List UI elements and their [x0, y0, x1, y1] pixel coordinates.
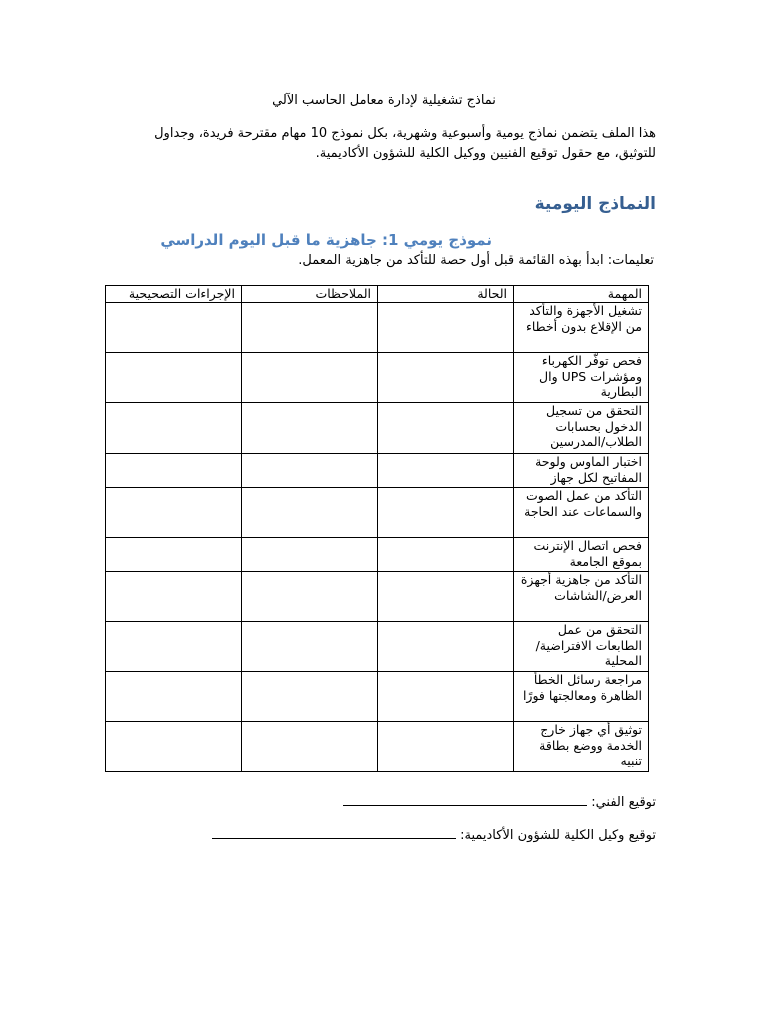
- status-cell[interactable]: [378, 488, 514, 538]
- notes-cell[interactable]: [242, 488, 378, 538]
- task-cell: التأكد من عمل الصوت والسماعات عند الحاجة: [514, 488, 649, 538]
- technician-signature-label: توقيع الفني:: [591, 795, 656, 810]
- status-cell[interactable]: [378, 303, 514, 353]
- actions-cell[interactable]: [106, 572, 242, 622]
- dean-signature-line[interactable]: [212, 826, 456, 839]
- actions-cell[interactable]: [106, 672, 242, 722]
- notes-cell[interactable]: [242, 353, 378, 403]
- table-row: [106, 572, 649, 622]
- table-row: [106, 672, 649, 722]
- task-cell: التأكد من جاهزية أجهزة العرض/الشاشات: [514, 572, 649, 622]
- notes-cell[interactable]: [242, 622, 378, 672]
- table-row: [106, 488, 649, 538]
- task-cell: فحص اتصال الإنترنت بموقع الجامعة: [514, 538, 649, 572]
- status-cell[interactable]: [378, 403, 514, 454]
- actions-cell[interactable]: [106, 454, 242, 488]
- dean-signature: [116, 826, 656, 843]
- task-cell: التحقق من تسجيل الدخول بحسابات الطلاب/المدرسين: [514, 403, 649, 454]
- notes-cell[interactable]: [242, 538, 378, 572]
- header-notes: الملاحظات: [242, 286, 378, 303]
- notes-cell[interactable]: [242, 572, 378, 622]
- status-cell[interactable]: [378, 572, 514, 622]
- task-cell: مراجعة رسائل الخطأ الظاهرة ومعالجتها فورًا: [514, 672, 649, 722]
- status-cell[interactable]: [378, 672, 514, 722]
- status-cell[interactable]: [378, 622, 514, 672]
- task-cell: توثيق أي جهاز خارج الخدمة ووضع بطاقة تنبيه: [514, 722, 649, 772]
- notes-cell[interactable]: [242, 722, 378, 772]
- technician-signature-line[interactable]: [343, 793, 587, 806]
- task-cell: تشغيل الأجهزة والتأكد من الإقلاع بدون أخطاء: [514, 303, 649, 353]
- notes-cell[interactable]: [242, 303, 378, 353]
- section-heading: النماذج اليومية: [534, 194, 656, 214]
- actions-cell[interactable]: [106, 403, 242, 454]
- status-cell[interactable]: [378, 454, 514, 488]
- actions-cell[interactable]: [106, 488, 242, 538]
- actions-cell[interactable]: [106, 303, 242, 353]
- table-row: [106, 454, 649, 488]
- task-cell: اختبار الماوس ولوحة المفاتيح لكل جهاز: [514, 454, 649, 488]
- table-header-row: [106, 286, 649, 303]
- status-cell[interactable]: [378, 538, 514, 572]
- header-task: المهمة: [514, 286, 649, 303]
- intro-paragraph: هذا الملف يتضمن نماذج يومية وأسبوعية وشهرية، بكل نموذج 10 مهام مقترحة فريدة، وجداول للتوثيق، مع حقول توقيع الفنيين ووكيل الكلية للشؤون الأكاديمية.: [154, 126, 656, 161]
- table-row: [106, 403, 649, 454]
- form-heading: نموذج يومي 1: جاهزية ما قبل اليوم الدراسي: [160, 231, 492, 249]
- actions-cell[interactable]: [106, 622, 242, 672]
- notes-cell[interactable]: [242, 454, 378, 488]
- task-cell: فحص توفّر الكهرباء ومؤشرات UPS وال البطارية: [514, 353, 649, 403]
- table-row: [106, 538, 649, 572]
- notes-cell[interactable]: [242, 403, 378, 454]
- status-cell[interactable]: [378, 722, 514, 772]
- table-row: [106, 353, 649, 403]
- actions-cell[interactable]: [106, 722, 242, 772]
- actions-cell[interactable]: [106, 538, 242, 572]
- table-row: [106, 622, 649, 672]
- technician-signature: [116, 793, 656, 810]
- task-cell: التحقق من عمل الطابعات الافتراضية/المحلية: [514, 622, 649, 672]
- table-row: [106, 722, 649, 772]
- document-title: نماذج تشغيلية لإدارة معامل الحاسب الآلي: [272, 93, 496, 108]
- header-actions: الإجراءات التصحيحية: [106, 286, 242, 303]
- table-row: [106, 303, 649, 353]
- actions-cell[interactable]: [106, 353, 242, 403]
- instructions-text: تعليمات: ابدأ بهذه القائمة قبل أول حصة للتأكد من جاهزية المعمل.: [298, 253, 654, 268]
- status-cell[interactable]: [378, 353, 514, 403]
- dean-signature-label: توقيع وكيل الكلية للشؤون الأكاديمية:: [460, 828, 656, 843]
- notes-cell[interactable]: [242, 672, 378, 722]
- header-status: الحالة: [378, 286, 514, 303]
- checklist-table: [105, 285, 649, 772]
